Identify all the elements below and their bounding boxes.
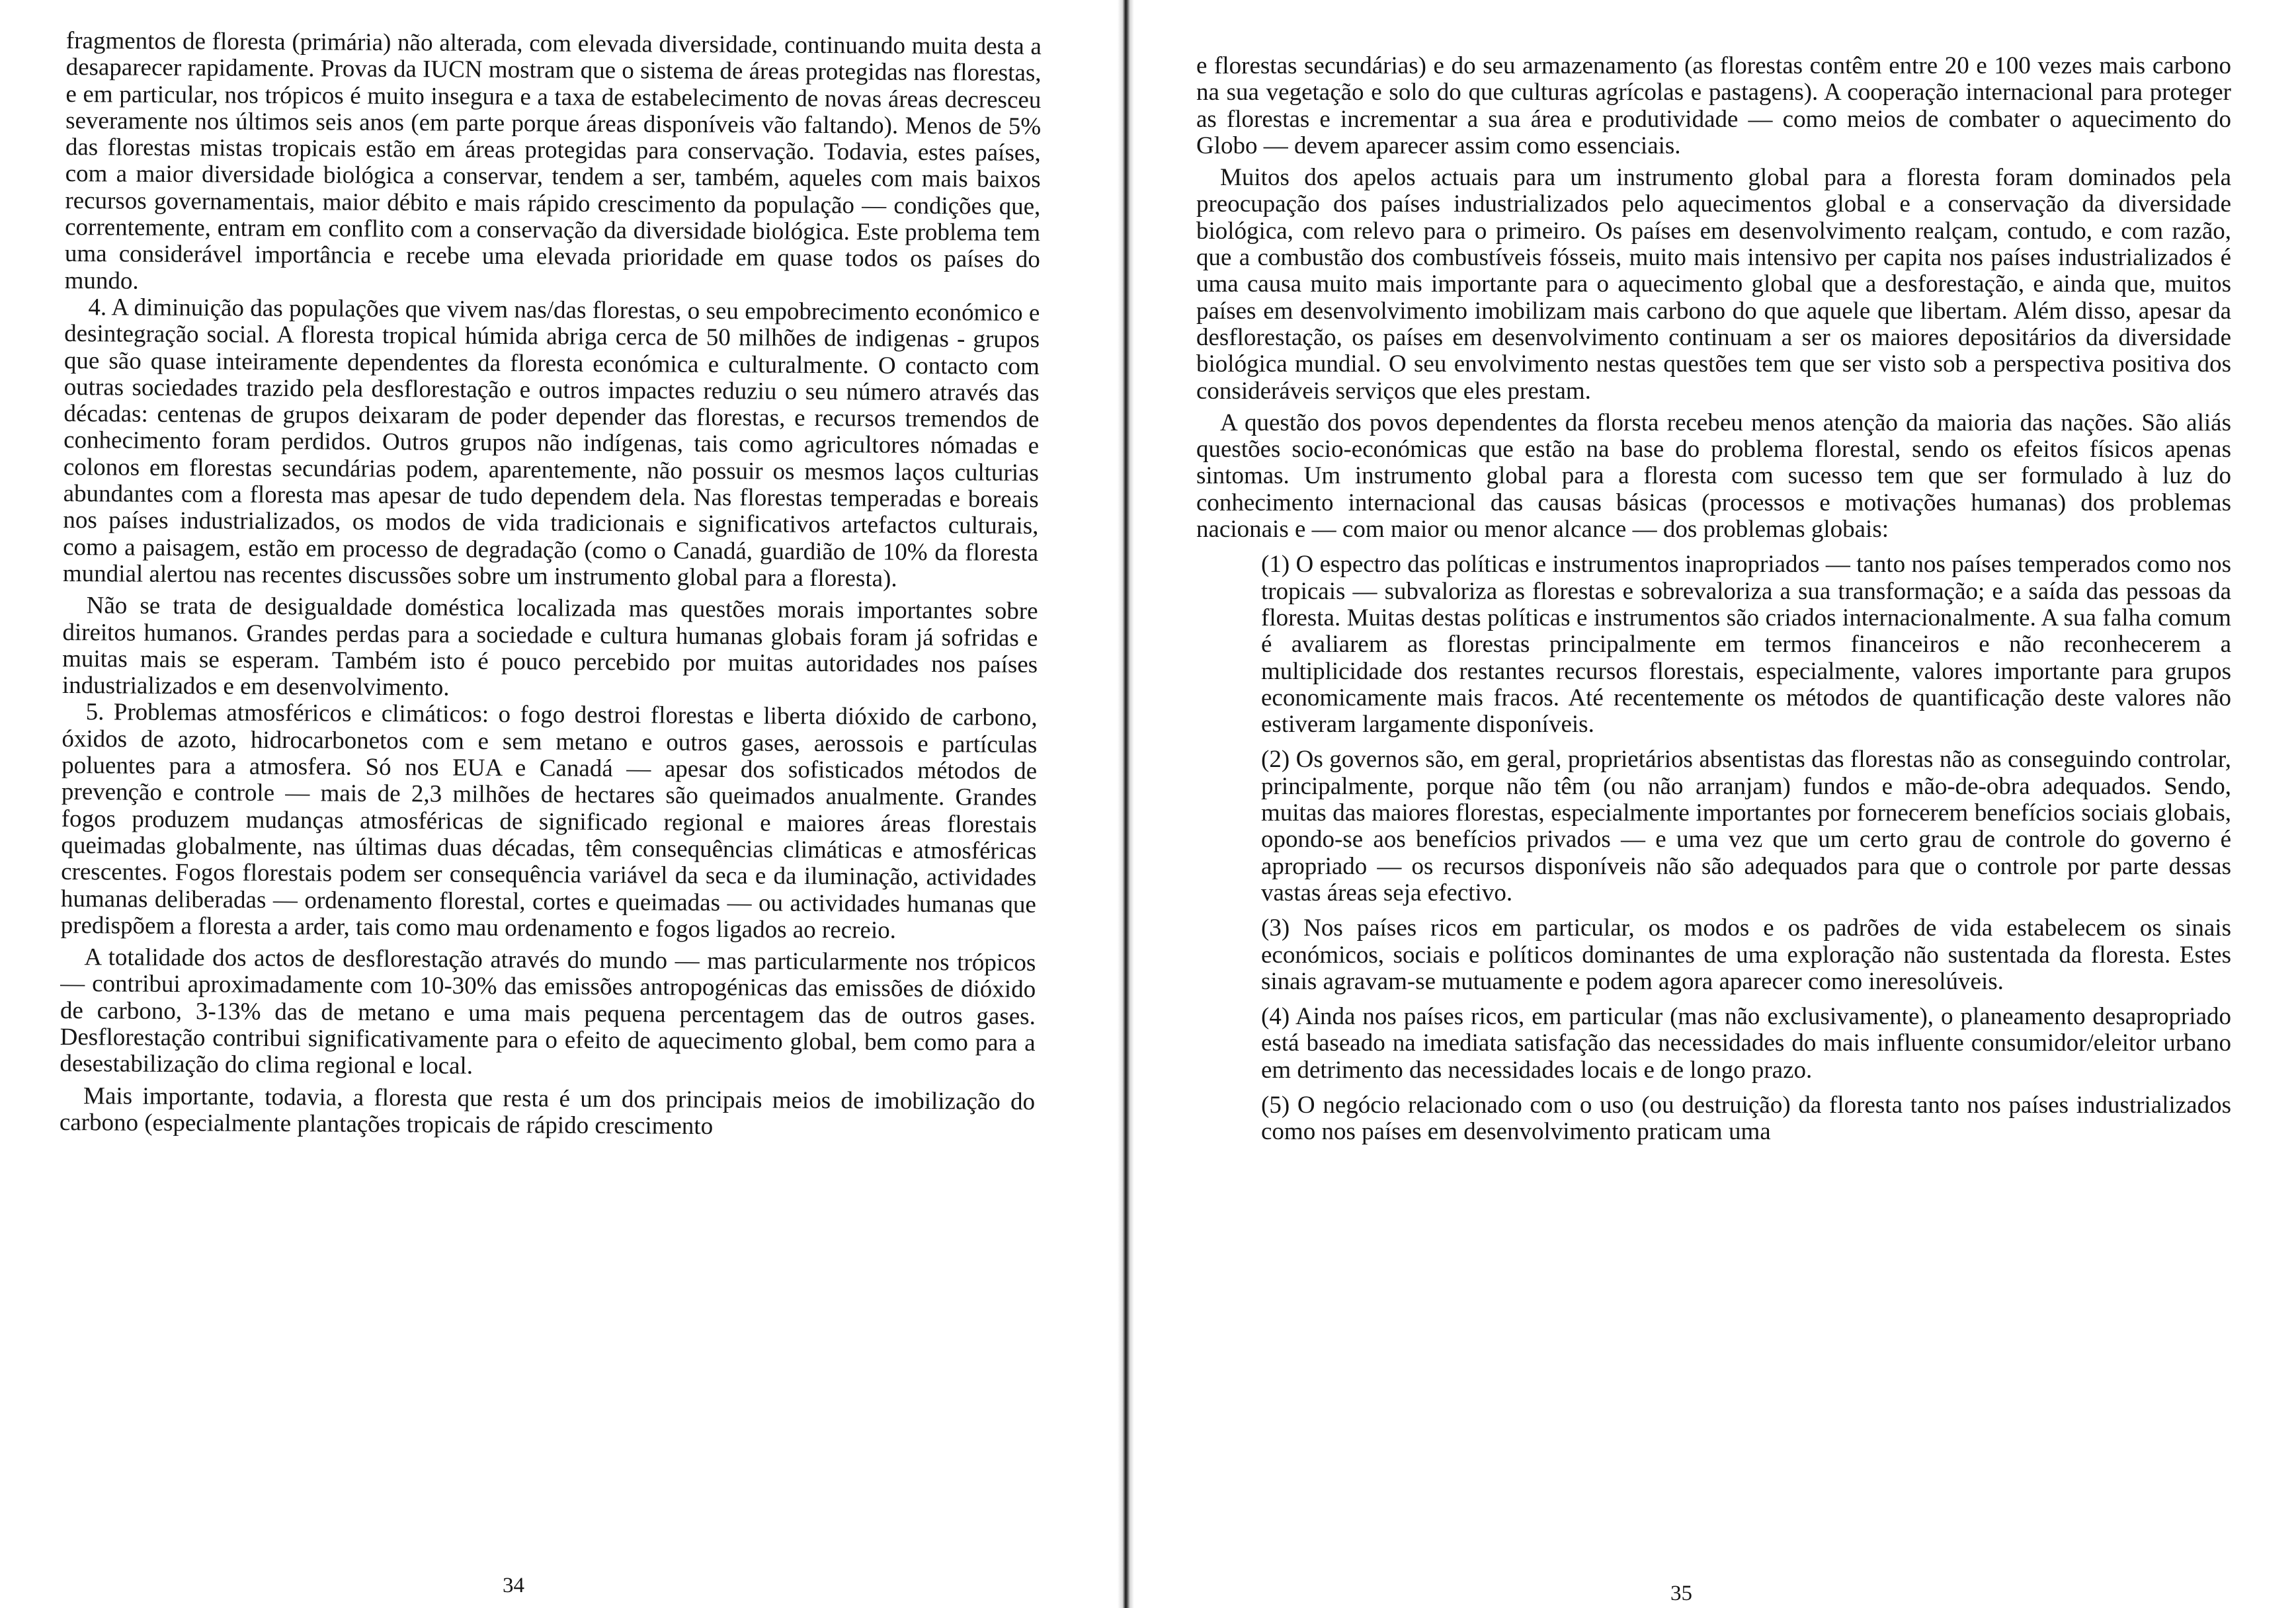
right-page-text <box>1196 53 2231 1146</box>
right-page <box>1134 0 2296 1608</box>
list-item: (3) Nos países ricos em particular, os modos e os padrões de vida estabelecem os sinais económicos, sociais e políticos dominantes de uma exploração não sustentada da floresta. Estes sinais agravam-se mutuamente e podem agora aparecer como ineresolúveis. <box>1261 914 2231 995</box>
paragraph: 4. A diminuição das populações que vivem nas/das florestas, o seu empobrecimento económico e desintegração social. A floresta tropical húmida abriga cerca de 50 milhões de indigenas - grupos que são quase inteiramente dependentes da floresta económica e culturalmente. O contacto com outras sociedades trazido pela desflorestação e outros impactes reduziu o seu número através das décadas: centenas de grupos deixaram de poder depender das florestas, e recursos tremendos de conhecimento foram perdidos. Outros grupos não indígenas, tais como agricultores nómadas e colonos em florestas secundárias podem, aparentemente, não possuir os mesmos laços culturias abundantes com a floresta mas apesar de tudo dependem dela. Nas florestas temperadas e boreais nos países industrializados, os modos de vida tradicionais e significativos artefactos culturais, como a paisagem, estão em processo de degradação (como o Canadá, guardião de 10% da floresta mundial alertou nas recentes discussões sobre um instrumento global para a floresta). <box>62 294 1040 592</box>
book-gutter <box>1118 0 1134 1608</box>
left-page <box>0 0 1118 1608</box>
list-item: (4) Ainda nos países ricos, em particular (mas não exclusivamente), o planeamento desapropriado está baseado na imediata satisfação das necessidades do mais influente consumidor/eleitor urbano em detrimento das necessidades locais e de longo prazo. <box>1261 1003 2231 1084</box>
paragraph: fragmentos de floresta (primária) não alterada, com elevada diversidade, continuando muita desta a desaparecer rapidamente. Provas da IUCN mostram que o sistema de áreas protegidas nas florestas, e em particular, nos trópicos é muito insegura e a taxa de estabelecimento de novas áreas decresceu severamente nos últimos seis anos (em parte porque áreas disponíveis vão faltando). Menos de 5% das florestas mistas tropicais estão em áreas protegidas para conservação. Todavia, estes países, com a maior diversidade biológica a conservar, tendem a ser, também, aqueles com mais baixos recursos governamentais, maior débito e mais rápido crescimento da população — condições que, correntemente, entram em conflito com a conservação da diversidade biológica. Este problema tem uma considerável importância e recebe uma elevada prioridade em quase todos os países do mundo. <box>64 27 1042 295</box>
page-number: 35 <box>1670 1582 1692 1605</box>
paragraph: e florestas secundárias) e do seu armazenamento (as florestas contêm entre 20 e 100 vezes mais carbono na sua vegetação e solo do que culturas agrícolas e pastagens). A cooperação internacional para proteger as florestas e incrementar a sua área e produtividade — como meios de combater o aquecimento do Globo — devem aparecer assim como essenciais. <box>1196 52 2231 159</box>
paragraph: A totalidade dos actos de desflorestação através do mundo — mas particularmente nos trópicos — contribui aproximadamente com 10-30% das emissões antropogénicas das emissões de dióxido de carbono, 3-13% das de metano e uma mais pequena percentagem das de outros gases. Desflorestação contribui significativamente para o efeito de aquecimento global, bem como para a desestabilização do clima regional e local. <box>60 944 1036 1080</box>
paragraph: A questão dos povos dependentes da florsta recebeu menos atenção da maioria das nações. São aliás questões socio-económicas que estão na base do problema florestal, sendo os efeitos físicos apenas sintomas. Um instrumento global para a floresta com sucesso tem que ser formulado à luz do conhecimento internacional das causas básicas (processos e motivações humanas) dos problemas nacionais e — com maior ou menor alcance — dos problemas globais: <box>1196 409 2231 543</box>
paragraph: 5. Problemas atmosféricos e climáticos: o fogo destroi florestas e liberta dióxido de carbono, óxidos de azoto, hidrocarbonetos com e sem metano e outros gases, aerossois e partículas poluentes para a atmosfera. Só nos EUA e Canadá — apesar dos sofisticados métodos de prevenção e controle — mais de 2,3 milhões de hectares são queimados anualmente. Grandes fogos produzem mudanças atmosféricas de significado regional e maiores áreas florestais queimadas globalmente, nas últimas duas décadas, têm consequências climáticas e atmosféricas crescentes. Fogos florestais podem ser consequência variável da seca e da iluminação, actividades humanas deliberadas — ordenamento florestal, cortes e queimadas — ou actividades humanas que predispõem a floresta a arder, tais como mau ordenamento e fogos ligados ao recreio. <box>60 698 1038 944</box>
paragraph: Não se trata de desigualdade doméstica localizada mas questões morais importantes sobre direitos humanos. Grandes perdas para a sociedade e cultura humanas globais foram já sofridas e muitas mais se esperam. Também isto é pouco percebido por muitas autoridades nos países industrializados e em desenvolvimento. <box>62 592 1038 702</box>
list-item: (2) Os governos são, em geral, proprietários absentistas das florestas não as conseguindo controlar, principalmente, porque não têm (ou não arranjam) fundos e mão-de-obra adequados. Sendo, muitas das maiores florestas, especialmente importantes por fornecerem benefícios sociais globais, opondo-se aos benefícios privados — e uma vez que um certo grau de controle do governo é apropriado — os recursos disponíveis não são adequados para que o controle por parte dessas vastas áreas seja efectivo. <box>1261 746 2231 906</box>
page-number: 34 <box>503 1574 524 1597</box>
left-page-text <box>60 28 1042 1142</box>
paragraph: Mais importante, todavia, a floresta que resta é um dos principais meios de imobilização do carbono (especialmente plantações tropicais de rápido crescimento <box>59 1082 1036 1140</box>
list-item: (1) O espectro das políticas e instrumentos inapropriados — tanto nos países temperados como nos tropicais — subvaloriza as florestas e sobrevaloriza a sua transformação; e a saída das pessoas da floresta. Muitas destas políticas e instrumentos são criados internacionalmente. A sua falha comum é avaliarem as florestas principalmente em termos financeiros e não reconhecerem a multiplicidade dos restantes recursos florestais, especialmente, valores importante para grupos economicamente mais fracos. Até recentemente os métodos de quantificação deste valores não estiveram largamente disponíveis. <box>1261 551 2231 739</box>
paragraph: Muitos dos apelos actuais para um instrumento global para a floresta foram dominados pela preocupação dos países industrializados pelo aquecimentos global e a conservação da diversidade biológica, com relevo para o primeiro. Os países em desenvolvimento realçam, contudo, e com razão, que a combustão dos combustíveis fósseis, muito mais intensivo per capita nos países industrializados é uma causa muito mais importante para o aquecimento global que a desforestação, e ainda que, muitos países em desenvolvimento imobilizam mais carbono do que aquele que libertam. Além disso, apesar da desflorestação, os países em desenvolvimento continuam a ser os maiores depositários da diversidade biológica mundial. O seu envolvimento nestas questões tem que ser visto sob a perspectiva positiva dos consideráveis serviços que eles prestam. <box>1196 164 2231 405</box>
list-item: (5) O negócio relacionado com o uso (ou destruição) da floresta tanto nos países industrializados como nos países em desenvolvimento praticam uma <box>1261 1091 2231 1146</box>
